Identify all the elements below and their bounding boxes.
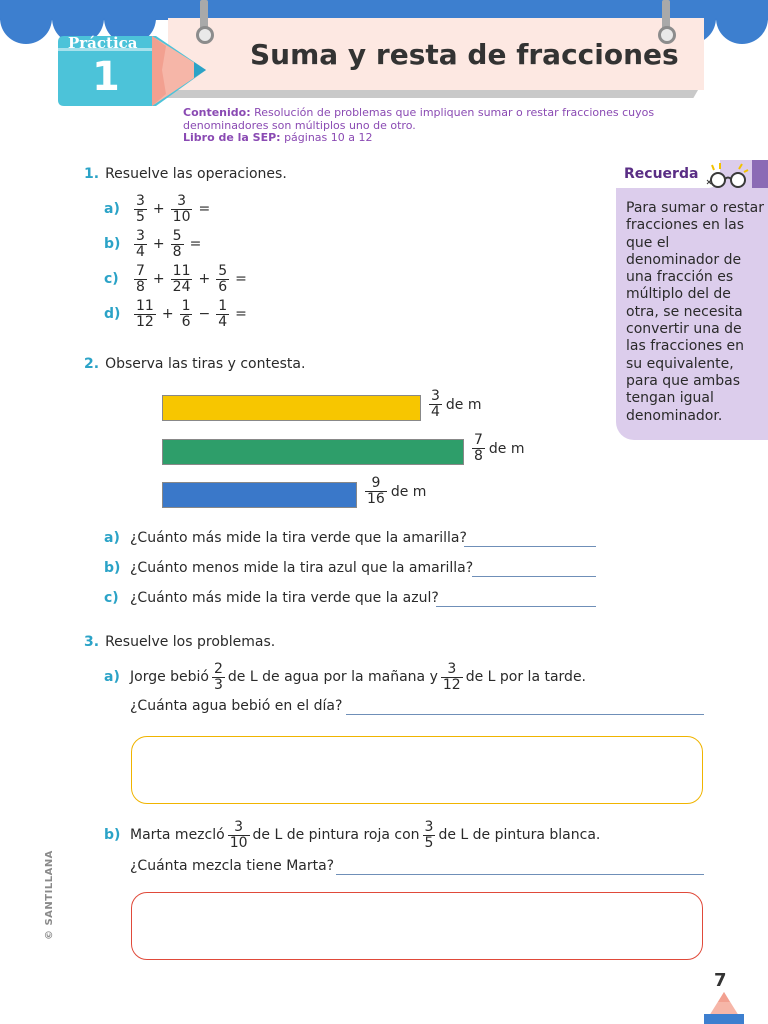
fraction: $\frac{9}{16}$	[367, 475, 385, 507]
strip-verde	[162, 439, 464, 465]
fraction: $\frac{1}{4}$	[218, 297, 228, 330]
fraction: $\frac{3}{10}$	[229, 818, 248, 851]
exercise-3-title	[84, 634, 275, 650]
operator: =	[235, 306, 247, 322]
fraction: $\frac{7}{8}$	[474, 432, 483, 464]
strip-azul	[162, 482, 357, 508]
operation-row	[104, 192, 214, 226]
problem-text: de L de agua por la mañana y	[227, 669, 438, 685]
problem-a-question: ¿Cuánta agua bebió en el día?	[130, 698, 343, 714]
fraction: $\frac{1}{6}$	[181, 297, 191, 330]
problem-text: de L de pintura blanca.	[438, 827, 601, 843]
fraction: $\frac{3}{4}$	[431, 388, 440, 420]
fraction: $\frac{11}{24}$	[172, 262, 191, 295]
problem-b-statement	[104, 818, 600, 852]
operator: −	[198, 306, 211, 322]
answer-line[interactable]	[464, 545, 596, 547]
pencil-tip-icon	[702, 990, 746, 1024]
strip-question: b) ¿Cuánto menos mide la tira azul que la amarilla?	[104, 560, 474, 576]
practica-badge	[56, 30, 216, 112]
exercise-number: 3.	[84, 634, 100, 650]
contenido-block	[183, 107, 703, 145]
libro-text: páginas 10 a 12	[284, 131, 373, 144]
strip-question: c) ¿Cuánto más mide la tira verde que la azul?	[104, 590, 439, 606]
recuerda-text: Para sumar o restar fracciones en las que el denominador de una fracción es múltiplo del de otra, se necesita convertir una de las fracciones en su equivalente, para que ambas tengan igual denominador.	[626, 200, 764, 424]
operator: +	[152, 236, 165, 252]
page-number: 7	[714, 970, 727, 991]
strip-label: $\frac{7}{8}$ de m	[474, 432, 525, 464]
problem-a-statement	[104, 660, 586, 694]
exercise-number: 1.	[84, 166, 100, 182]
fraction: $\frac{3}{4}$	[136, 227, 145, 260]
page-title: Suma y resta de fracciones	[250, 38, 679, 71]
fraction: $\frac{5}{8}$	[172, 227, 182, 260]
fraction: $\frac{3}{12}$	[442, 660, 461, 693]
operation-row	[104, 262, 251, 296]
recuerda-edge	[752, 160, 768, 188]
operation-letter: c)	[104, 271, 119, 287]
operator: +	[152, 271, 165, 287]
answer-line[interactable]	[436, 605, 596, 607]
strip-question: a) ¿Cuánto más mide la tira verde que la amarilla?	[104, 530, 467, 546]
copyright: © SANTILLANA	[44, 850, 55, 940]
exercise-1-title	[84, 166, 287, 182]
title-card-shadow	[163, 90, 698, 98]
fraction: $\frac{2}{3}$	[214, 660, 223, 693]
strip-label: $\frac{3}{4}$ de m	[431, 388, 482, 420]
problem-letter: b)	[104, 827, 121, 843]
answer-line[interactable]	[336, 873, 704, 875]
fraction: $\frac{5}{6}$	[218, 262, 228, 295]
operation-letter: d)	[104, 306, 121, 322]
operator: =	[198, 201, 211, 217]
practica-number: 1	[92, 54, 120, 100]
fraction: $\frac{3}{5}$	[424, 818, 434, 851]
problem-text: de L de pintura roja con	[252, 827, 420, 843]
banner-scallop	[0, 8, 52, 44]
exercise-title-text: Observa las tiras y contesta.	[105, 356, 306, 372]
exercise-2-title	[84, 356, 305, 372]
exercise-title-text: Resuelve las operaciones.	[105, 166, 287, 182]
strip-label: $\frac{9}{16}$ de m	[367, 475, 427, 507]
problem-text: Jorge bebió	[130, 669, 209, 685]
contenido-text: Resolución de problemas que impliquen sumar o restar fracciones cuyos denominadores son múltiplos uno de otro.	[183, 106, 655, 132]
answer-line[interactable]	[346, 713, 704, 715]
fraction: $\frac{3}{5}$	[136, 192, 145, 225]
operation-row	[104, 227, 205, 261]
problem-b-question: ¿Cuánta mezcla tiene Marta?	[130, 858, 335, 874]
operator: +	[161, 306, 174, 322]
problem-letter: a)	[104, 669, 120, 685]
libro-label: Libro de la SEP:	[183, 131, 281, 144]
exercise-number: 2.	[84, 356, 100, 372]
operator: +	[152, 201, 165, 217]
answer-line[interactable]	[472, 575, 596, 577]
fraction: $\frac{11}{12}$	[136, 297, 154, 330]
operator: =	[235, 271, 247, 287]
answer-box-a[interactable]	[131, 736, 703, 804]
fraction: $\frac{3}{10}$	[172, 192, 191, 225]
exercise-title-text: Resuelve los problemas.	[105, 634, 276, 650]
operation-row	[104, 297, 251, 331]
strip-amarilla	[162, 395, 421, 421]
problem-text: de L por la tarde.	[465, 669, 587, 685]
operator: =	[189, 236, 202, 252]
glasses-icon	[704, 160, 752, 190]
recuerda-title: Recuerda	[624, 166, 699, 182]
fraction: $\frac{7}{8}$	[136, 262, 145, 295]
operation-letter: a)	[104, 201, 120, 217]
operator: +	[198, 271, 211, 287]
contenido-label: Contenido:	[183, 106, 251, 119]
problem-text: Marta mezcló	[130, 827, 225, 843]
operation-letter: b)	[104, 236, 121, 252]
banner-scallop	[716, 8, 768, 44]
answer-box-b[interactable]	[131, 892, 703, 960]
practica-label: Práctica	[68, 34, 138, 52]
